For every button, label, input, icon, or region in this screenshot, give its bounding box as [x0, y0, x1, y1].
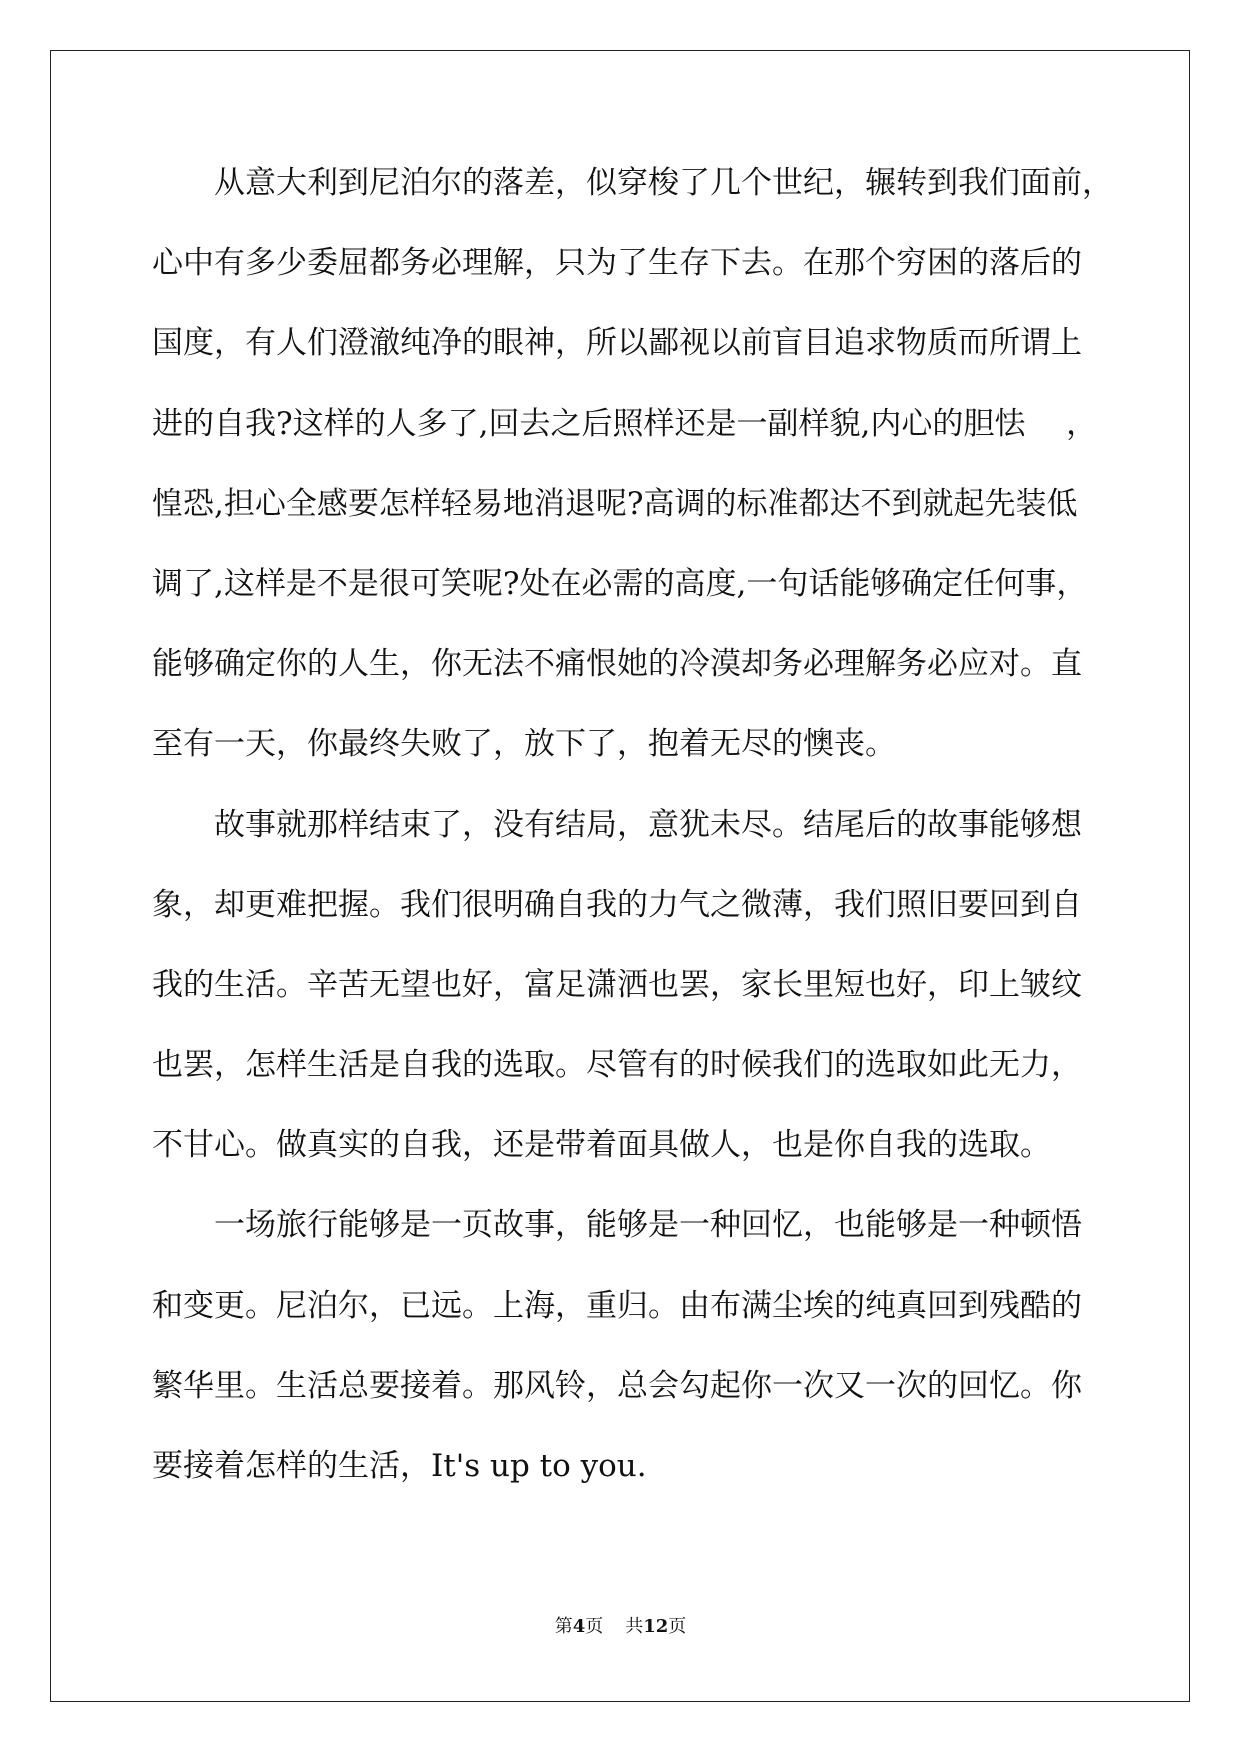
text-line: 至有一天，你最终失败了，放下了，抱着无尽的懊丧。 — [152, 726, 896, 763]
page-unit: 页 — [585, 1616, 604, 1637]
text-line: 故事就那样结束了，没有结局，意犹未尽。结尾后的故事能够想 — [214, 806, 1082, 843]
page-footer — [0, 1612, 1241, 1638]
text-line: 要接着怎样的生活，It's up to you. — [152, 1448, 647, 1484]
page-number: 4 — [572, 1616, 586, 1637]
total-prefix: 共 — [625, 1616, 644, 1637]
total-pages: 12 — [643, 1616, 669, 1637]
text-line: 进的自我?这样的人多了,回去之后照样还是一副样貌,内心的胆怯 ， — [152, 405, 1098, 442]
text-line: 也罢，怎样生活是自我的选取。尽管有的时候我们的选取如此无力， — [152, 1047, 1082, 1084]
text-line: 能够确定你的人生，你无法不痛恨她的冷漠却务必理解务必应对。直 — [152, 646, 1082, 683]
text-line: 我的生活。辛苦无望也好，富足潇洒也罢，家长里短也好，印上皱纹 — [152, 966, 1082, 1003]
text-line: 国度，有人们澄澈纯净的眼神，所以鄙视以前盲目追求物质而所谓上 — [152, 325, 1082, 362]
text-line: 繁华里。生活总要接着。那风铃，总会勾起你一次又一次的回忆。你 — [152, 1367, 1082, 1404]
paragraph-1 — [152, 157, 1113, 799]
total-unit: 页 — [668, 1616, 687, 1637]
text-line: 惶恐,担心全感要怎样轻易地消退呢?高调的标准都达不到就起先装低 — [152, 485, 1078, 522]
paragraph-3 — [152, 1199, 1092, 1520]
page-prefix: 第 — [554, 1616, 573, 1637]
paragraph-2 — [152, 799, 1092, 1200]
text-line: 一场旅行能够是一页故事，能够是一种回忆，也能够是一种顿悟 — [214, 1207, 1082, 1244]
text-line: 和变更。尼泊尔，已远。上海，重归。由布满尘埃的纯真回到残酷的 — [152, 1287, 1082, 1324]
text-line: 不甘心。做真实的自我，还是带着面具做人，也是你自我的选取。 — [152, 1127, 1051, 1164]
text-line: 调了,这样是不是很可笑呢?处在必需的高度,一句话能够确定任何事， — [152, 565, 1088, 602]
text-line: 从意大利到尼泊尔的落差，似穿梭了几个世纪，辗转到我们面前， — [214, 165, 1113, 201]
text-line: 象，却更难把握。我们很明确自我的力气之微薄，我们照旧要回到自 — [152, 886, 1082, 923]
document-body — [152, 157, 1113, 1520]
text-line: 心中有多少委屈都务必理解，只为了生存下去。在那个穷困的落后的 — [152, 245, 1082, 282]
